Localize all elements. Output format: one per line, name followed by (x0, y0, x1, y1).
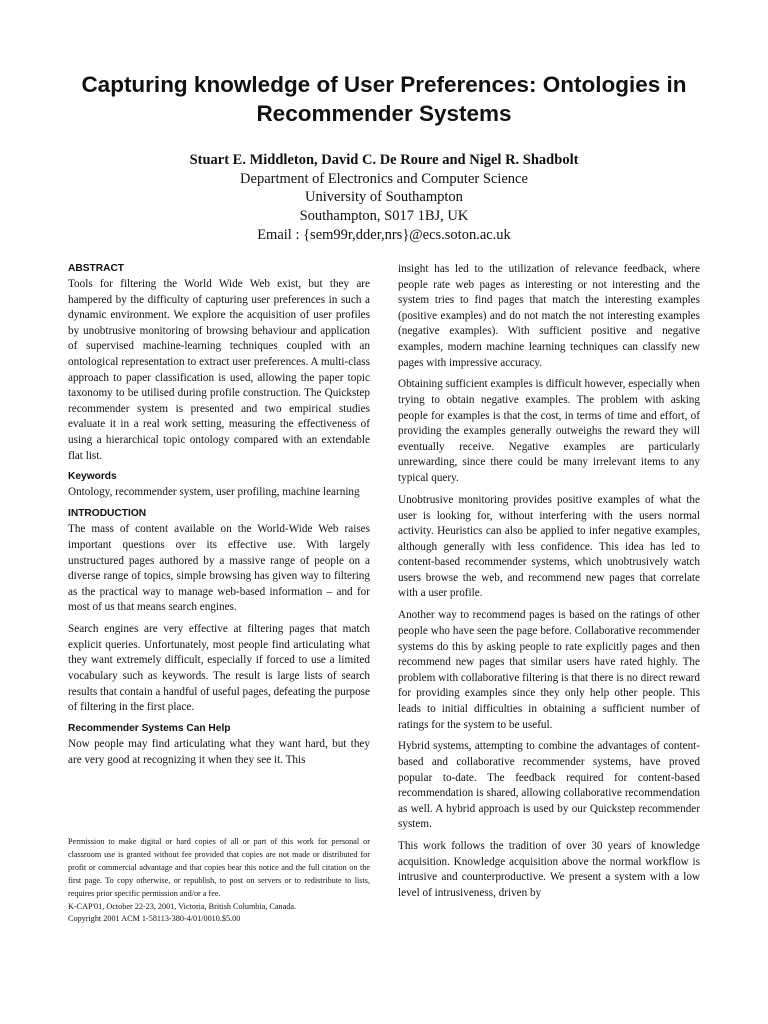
paragraph: Hybrid systems, attempting to combine the advantages of content-based and collaborative recommender systems, have proved popular to-date. The feedback required for content-based recommendation is shared, allowing collaborative recommendation as well. A hybrid approach is used by our Quickstep recommender system. (398, 740, 700, 831)
left-column (68, 262, 370, 775)
permission-text: Permission to make digital or hard copies of all or part of this work for personal or classroom use is granted without fee provided that copies are not made or distributed for profit or commercial advantage and that copies bear this notice and the full citation on the first page. To copy otherwise, or republish, to post on servers or to redistribute to lists, requires prior specific permission and/or a fee. (68, 837, 370, 898)
university: University of Southampton (305, 189, 463, 206)
abstract-heading: ABSTRACT (68, 263, 125, 274)
author-names: Stuart E. Middleton, David C. De Roure and Nigel R. Shadbolt (189, 152, 579, 168)
paragraph: The mass of content available on the World-Wide Web raises important questions over its effective use. With largely unstructured pages authored by a massive range of people on a diverse range of topics, simple browsing has given way to filtering as the practical way to manage web-based information – and for most of us that means search engines. (68, 523, 370, 614)
department: Department of Electronics and Computer Science (240, 170, 528, 187)
paragraph: This work follows the tradition of over 30 years of knowledge acquisition. Knowledge acquisition above the normal workflow is intrusive and counterproductive. We present a system with a low level of intrusiveness, driven by (398, 840, 700, 900)
keywords-text: Ontology, recommender system, user profiling, machine learning (68, 486, 360, 499)
right-column (398, 262, 700, 908)
address: Southampton, S017 1BJ, UK (299, 208, 469, 225)
paragraph: insight has led to the utilization of relevance feedback, where people rate web pages as interesting or not interesting and the system tries to find pages that match the interesting examples (positive examples) and do not match the not interesting examples (negative examples). With sufficient positive and negative examples, modern machine learning techniques can classify new pages with impressive accuracy. (398, 263, 700, 369)
copyright-line: Copyright 2001 ACM 1-58113-380-4/01/0010.$5.00 (68, 914, 241, 924)
keywords-heading: Keywords (68, 471, 117, 483)
author-block (40, 151, 728, 245)
paragraph: Search engines are very effective at filtering pages that match explicit queries. Unfortunately, most people find articulating what they want extremely difficult, especially if forced to use a limited vocabulary such as keywords. The result is large lists of search results that contain a handful of useful pages, defeating the purpose of filtering in the first place. (68, 623, 370, 714)
paragraph: Another way to recommend pages is based on the ratings of other people who have seen the page before. Collaborative recommender systems do this by asking people to rate explicitly pages and then recommend new pages that similar users have rated highly. The problem with collaborative filtering is that there is no direct reward for providing examples since they only help other people. This leads to initial difficulties in obtaining a sufficient number of ratings for the system to be useful. (398, 609, 700, 731)
permission-notice (68, 836, 370, 926)
paper-title: Capturing knowledge of User Preferences: Ontologies in Recommender Systems (81, 72, 687, 126)
email: Email : {sem99r,dder,nrs}@ecs.soton.ac.uk (257, 226, 511, 243)
abstract-text: Tools for filtering the World Wide Web exist, but they are hampered by the difficulty of capturing user preferences in such a dynamic environment. We explore the acquisition of user profiles by unobtrusive monitoring of browsing behaviour and application of supervised machine-learning techniques coupled with an ontological representation to extract user preferences. A multi-class approach to paper classification is used, allowing the paper topic taxonomy to be utilised during profile construction. The Quickstep recommender system is presented and two empirical studies evaluate it in a real work setting, measuring the effectiveness of using a hierarchical topic ontology compared with an extendable flat list. (68, 278, 370, 462)
paragraph: Unobtrusive monitoring provides positive examples of what the user is looking for, without interfering with the users normal activity. Heuristics can also be applied to infer negative examples, although generally with less confidence. This idea has led to content-based recommender systems, which unobtrusively watch users browse the web, and recommend new pages that correlate with a user profile. (398, 493, 700, 600)
conference-line: K-CAP'01, October 22-23, 2001, Victoria, British Columbia, Canada. (68, 901, 297, 911)
paragraph: Now people may find articulating what they want hard, but they are very good at recognizing it when they see it. This (68, 738, 370, 766)
recommender-heading: Recommender Systems Can Help (68, 723, 231, 735)
paragraph: Obtaining sufficient examples is difficult however, especially when trying to obtain negative examples. The problem with asking people for examples is that the cost, in terms of time and effort, of providing the examples generally outweighs the reward they will eventually receive. Negative examples are particularly unrewarding, since there could be many irrelevant items to any typical query. (398, 378, 700, 485)
introduction-heading: INTRODUCTION (68, 508, 147, 520)
